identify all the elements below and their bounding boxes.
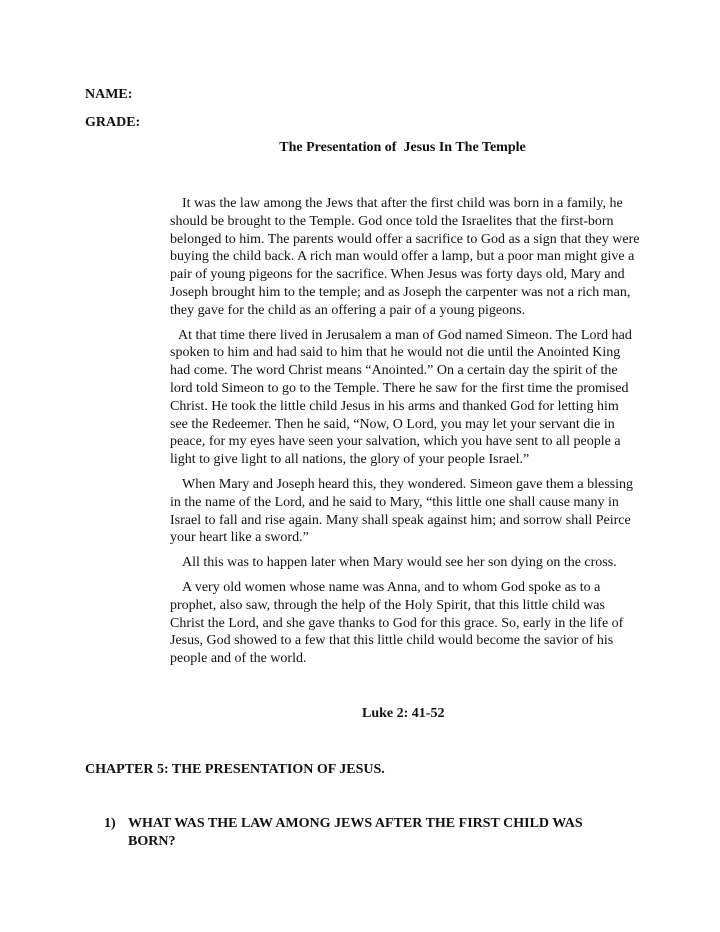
story-body — [170, 195, 640, 675]
name-label: NAME: — [85, 87, 133, 102]
story-paragraph-1: It was the law among the Jews that after the first child was born in a family, he should be brought to the Temple. God once told the Israelites that the first-born belonged to him. The parents would offer a sacrifice to God as a sign that they were buying the child back. A rich man would offer a lamp, but a poor man might give a pair of young pigeons for the sacrifice. When Jesus was forty days old, Mary and Joseph brought him to the temple; and as Joseph the carpenter was not a rich man, they gave for the child as an offering a pair of a young pigeons. — [170, 196, 640, 318]
question-text: WHAT WAS THE LAW AMONG JEWS AFTER THE FIRST CHILD WAS BORN? — [128, 816, 583, 849]
story-paragraph-2: At that time there lived in Jerusalem a man of God named Simeon. The Lord had spoken to him and had said to him that he would not die until the Anointed King had come. The word Christ means “Anointed.” On a certain day the spirit of the lord told Simeon to go to the Temple. There he saw for the first time the promised Christ. He took the little child Jesus in his arms and thanked God for letting him see the Redeemer. Then he said, “Now, O Lord, you may let your servant die in peace, for my eyes have seen your salvation, which you have sent to all people a light to give light to all nations, the glory of your people Israel.” — [170, 327, 632, 468]
grade-label: GRADE: — [85, 115, 141, 130]
chapter-heading: CHAPTER 5: THE PRESENTATION OF JESUS. — [85, 762, 385, 777]
story-paragraph-3: When Mary and Joseph heard this, they wondered. Simeon gave them a blessing in the name of the Lord, and he said to Mary, “this little one shall cause many in Israel to fall and rise again. Many shall speak against him; and sorrow shall Peirce your heart like a sword.” — [170, 476, 634, 546]
story-paragraph-5: A very old women whose name was Anna, and to whom God spoke as to a prophet, also saw, through the help of the Holy Spirit, that this little child was Christ the Lord, and she gave thanks to God for this grace. So, early in the life of Jesus, God showed to a few that this little child would become the savior of his people and of the world. — [170, 579, 624, 667]
story-title: The Presentation of Jesus In The Temple — [279, 140, 526, 155]
scripture-reference: Luke 2: 41-52 — [362, 706, 445, 721]
question-number: 1) — [104, 816, 116, 831]
story-paragraph-4: All this was to happen later when Mary would see her son dying on the cross. — [182, 555, 617, 571]
story-title-row — [0, 140, 720, 156]
question-1 — [104, 815, 624, 851]
